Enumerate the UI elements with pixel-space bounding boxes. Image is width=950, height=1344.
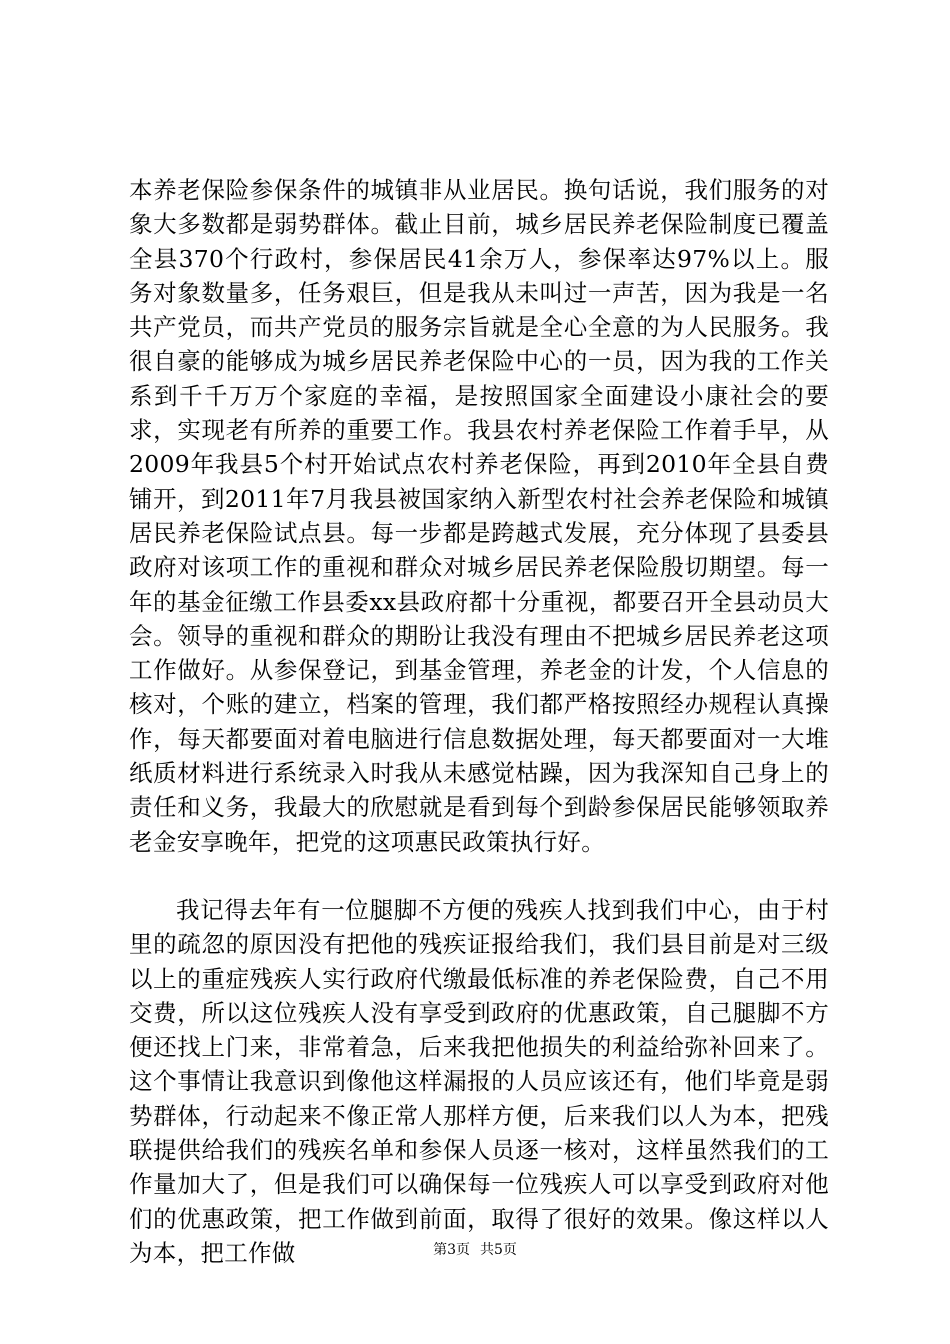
- paragraph-gap: [129, 859, 829, 893]
- paragraph-continued: 本养老保险参保条件的城镇非从业居民。换句话说，我们服务的对象大多数都是弱势群体。截止目前，城乡居民养老保险制度已覆盖全县370个行政村，参保居民41余万人，参保率达97%以上。服务对象数量多，任务艰巨，但是我从未叫过一声苦，因为我是一名共产党员，而共产党员的服务宗旨就是全心全意的为人民服务。我很自豪的能够成为城乡居民养老保险中心的一员，因为我的工作关系到千千万万个家庭的幸福，是按照国家全面建设小康社会的要求，实现老有所养的重要工作。我县农村养老保险工作着手早，从2009年我县5个村开始试点农村养老保险，再到2010年全县自费铺开，到2011年7月我县被国家纳入新型农村社会养老保险和城镇居民养老保险试点县。每一步都是跨越式发展，充分体现了县委县政府对该项工作的重视和群众对城乡居民养老保险殷切期望。每一年的基金征缴工作县委xx县政府都十分重视，都要召开全县动员大会。领导的重视和群众的期盼让我没有理由不把城乡居民养老这项工作做好。从参保登记，到基金管理，养老金的计发，个人信息的核对，个账的建立，档案的管理，我们都严格按照经办规程认真操作，每天都要面对着电脑进行信息数据处理，每天都要面对一大堆纸质材料进行系统录入时我从未感觉枯躁，因为我深知自己身上的责任和义务，我最大的欣慰就是看到每个到龄参保居民能够领取养老金安享晚年，把党的这项惠民政策执行好。: [129, 176, 829, 856]
- document-body: [129, 173, 829, 1270]
- paragraph-disabled-person-story: 我记得去年有一位腿脚不方便的残疾人找到我们中心，由于村里的疏忽的原因没有把他的残疾证报给我们，我们县目前是对三级以上的重症残疾人实行政府代缴最低标准的养老保险费，自己不用交费，所以这位残疾人没有享受到政府的优惠政策，自己腿脚不方便还找上门来，非常着急，后来我把他损失的利益给弥补回来了。这个事情让我意识到像他这样漏报的人员应该还有，他们毕竟是弱势群体，行动起来不像正常人那样方便，后来我们以人为本，把残联提供给我们的残疾名单和参保人员逐一核对，这样虽然我们的工作量加大了，但是我们可以确保每一位残疾人可以享受到政府对他们的优惠政策，把工作做到前面，取得了很好的效果。像这样以人为本，把工作做: [129, 895, 829, 1267]
- page-number-total: 共5页: [480, 1242, 517, 1258]
- page-footer: [0, 1240, 950, 1260]
- page-number-current: 第3页: [433, 1242, 470, 1258]
